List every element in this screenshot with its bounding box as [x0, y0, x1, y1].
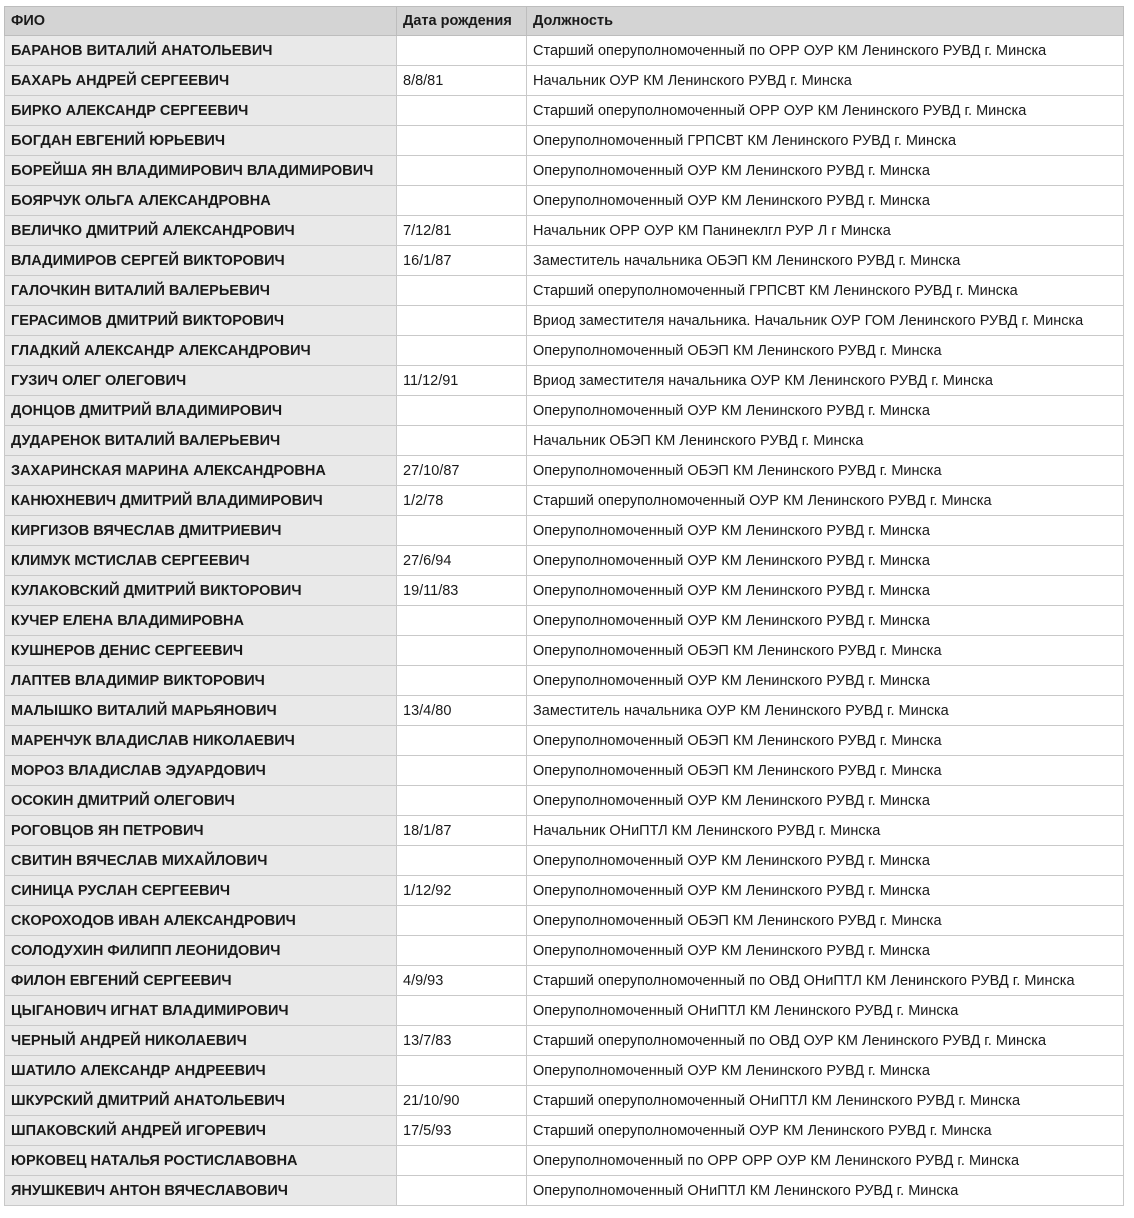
position-cell[interactable]: Заместитель начальника ОУР КМ Ленинского РУВД г. Минска	[527, 696, 1124, 726]
table-row	[5, 366, 1124, 396]
position-cell[interactable]: Оперуполномоченный ОУР КМ Ленинского РУВД г. Минска	[527, 936, 1124, 966]
birth-date-cell[interactable]: 13/7/83	[397, 1026, 527, 1056]
position-cell[interactable]: Оперуполномоченный ОУР КМ Ленинского РУВД г. Минска	[527, 516, 1124, 546]
name-cell[interactable]: БАРАНОВ ВИТАЛИЙ АНАТОЛЬЕВИЧ	[5, 36, 397, 66]
birth-date-cell[interactable]	[397, 786, 527, 816]
name-cell[interactable]: БИРКО АЛЕКСАНДР СЕРГЕЕВИЧ	[5, 96, 397, 126]
name-cell[interactable]: БОГДАН ЕВГЕНИЙ ЮРЬЕВИЧ	[5, 126, 397, 156]
name-cell[interactable]: СКОРОХОДОВ ИВАН АЛЕКСАНДРОВИЧ	[5, 906, 397, 936]
table-row	[5, 1176, 1124, 1206]
position-cell[interactable]: Старший оперуполномоченный ГРПСВТ КМ Ленинского РУВД г. Минска	[527, 276, 1124, 306]
name-cell[interactable]: ВЕЛИЧКО ДМИТРИЙ АЛЕКСАНДРОВИЧ	[5, 216, 397, 246]
birth-date-cell[interactable]	[397, 846, 527, 876]
table-body	[5, 36, 1124, 1206]
column-header-name[interactable]: ФИО	[5, 7, 397, 36]
position-cell[interactable]: Оперуполномоченный ОУР КМ Ленинского РУВД г. Минска	[527, 1056, 1124, 1086]
name-cell[interactable]: ШАТИЛО АЛЕКСАНДР АНДРЕЕВИЧ	[5, 1056, 397, 1086]
name-cell[interactable]: КУЛАКОВСКИЙ ДМИТРИЙ ВИКТОРОВИЧ	[5, 576, 397, 606]
name-cell[interactable]: ФИЛОН ЕВГЕНИЙ СЕРГЕЕВИЧ	[5, 966, 397, 996]
birth-date-cell[interactable]: 13/4/80	[397, 696, 527, 726]
position-cell[interactable]: Заместитель начальника ОБЭП КМ Ленинского РУВД г. Минска	[527, 246, 1124, 276]
table-row	[5, 396, 1124, 426]
position-cell[interactable]: Оперуполномоченный ОНиПТЛ КМ Ленинского РУВД г. Минска	[527, 1176, 1124, 1206]
name-cell[interactable]: ЛАПТЕВ ВЛАДИМИР ВИКТОРОВИЧ	[5, 666, 397, 696]
position-cell[interactable]: Оперуполномоченный ОБЭП КМ Ленинского РУВД г. Минска	[527, 456, 1124, 486]
name-cell[interactable]: КИРГИЗОВ ВЯЧЕСЛАВ ДМИТРИЕВИЧ	[5, 516, 397, 546]
name-cell[interactable]: КАНЮХНЕВИЧ ДМИТРИЙ ВЛАДИМИРОВИЧ	[5, 486, 397, 516]
birth-date-cell[interactable]	[397, 396, 527, 426]
birth-date-cell[interactable]	[397, 36, 527, 66]
table-row	[5, 1116, 1124, 1146]
birth-date-cell[interactable]: 1/12/92	[397, 876, 527, 906]
birth-date-cell[interactable]	[397, 606, 527, 636]
name-cell[interactable]: РОГОВЦОВ ЯН ПЕТРОВИЧ	[5, 816, 397, 846]
birth-date-cell[interactable]: 19/11/83	[397, 576, 527, 606]
birth-date-cell[interactable]	[397, 126, 527, 156]
position-cell[interactable]: Вриод заместителя начальника ОУР КМ Ленинского РУВД г. Минска	[527, 366, 1124, 396]
name-cell[interactable]: СВИТИН ВЯЧЕСЛАВ МИХАЙЛОВИЧ	[5, 846, 397, 876]
position-cell[interactable]: Оперуполномоченный ОУР КМ Ленинского РУВД г. Минска	[527, 666, 1124, 696]
table-row	[5, 786, 1124, 816]
table-row	[5, 246, 1124, 276]
birth-date-cell[interactable]: 4/9/93	[397, 966, 527, 996]
birth-date-cell[interactable]	[397, 276, 527, 306]
table-row	[5, 576, 1124, 606]
birth-date-cell[interactable]	[397, 426, 527, 456]
birth-date-cell[interactable]	[397, 186, 527, 216]
table-row	[5, 516, 1124, 546]
table-row	[5, 276, 1124, 306]
table-row	[5, 756, 1124, 786]
birth-date-cell[interactable]: 21/10/90	[397, 1086, 527, 1116]
name-cell[interactable]: ГАЛОЧКИН ВИТАЛИЙ ВАЛЕРЬЕВИЧ	[5, 276, 397, 306]
employee-table	[4, 6, 1124, 1206]
name-cell[interactable]: БОРЕЙША ЯН ВЛАДИМИРОВИЧ ВЛАДИМИРОВИЧ	[5, 156, 397, 186]
name-cell[interactable]: ВЛАДИМИРОВ СЕРГЕЙ ВИКТОРОВИЧ	[5, 246, 397, 276]
table-header	[5, 7, 1124, 36]
table-row	[5, 876, 1124, 906]
table-row	[5, 846, 1124, 876]
position-cell[interactable]: Оперуполномоченный ОУР КМ Ленинского РУВД г. Минска	[527, 396, 1124, 426]
name-cell[interactable]: МАЛЫШКО ВИТАЛИЙ МАРЬЯНОВИЧ	[5, 696, 397, 726]
table-row	[5, 216, 1124, 246]
name-cell[interactable]: КУШНЕРОВ ДЕНИС СЕРГЕЕВИЧ	[5, 636, 397, 666]
birth-date-cell[interactable]: 16/1/87	[397, 246, 527, 276]
birth-date-cell[interactable]	[397, 756, 527, 786]
table-row	[5, 606, 1124, 636]
birth-date-cell[interactable]	[397, 1146, 527, 1176]
position-cell[interactable]: Оперуполномоченный ОБЭП КМ Ленинского РУВД г. Минска	[527, 336, 1124, 366]
name-cell[interactable]: КУЧЕР ЕЛЕНА ВЛАДИМИРОВНА	[5, 606, 397, 636]
position-cell[interactable]: Старший оперуполномоченный ОРР ОУР КМ Ленинского РУВД г. Минска	[527, 96, 1124, 126]
birth-date-cell[interactable]	[397, 666, 527, 696]
table-row	[5, 36, 1124, 66]
name-cell[interactable]: ГЛАДКИЙ АЛЕКСАНДР АЛЕКСАНДРОВИЧ	[5, 336, 397, 366]
table-row	[5, 306, 1124, 336]
position-cell[interactable]: Оперуполномоченный ОБЭП КМ Ленинского РУВД г. Минска	[527, 756, 1124, 786]
table-row	[5, 486, 1124, 516]
name-cell[interactable]: ГЕРАСИМОВ ДМИТРИЙ ВИКТОРОВИЧ	[5, 306, 397, 336]
table-row	[5, 726, 1124, 756]
position-cell[interactable]: Оперуполномоченный ОБЭП КМ Ленинского РУВД г. Минска	[527, 726, 1124, 756]
position-cell[interactable]: Оперуполномоченный ГРПСВТ КМ Ленинского РУВД г. Минска	[527, 126, 1124, 156]
name-cell[interactable]: ЦЫГАНОВИЧ ИГНАТ ВЛАДИМИРОВИЧ	[5, 996, 397, 1026]
birth-date-cell[interactable]	[397, 726, 527, 756]
table-row	[5, 1086, 1124, 1116]
birth-date-cell[interactable]: 7/12/81	[397, 216, 527, 246]
birth-date-cell[interactable]	[397, 996, 527, 1026]
position-cell[interactable]: Старший оперуполномоченный ОУР КМ Ленинского РУВД г. Минска	[527, 486, 1124, 516]
table-row	[5, 816, 1124, 846]
position-cell[interactable]: Начальник ОРР ОУР КМ Панинеклгл РУР Л г Минска	[527, 216, 1124, 246]
name-cell[interactable]: ГУЗИЧ ОЛЕГ ОЛЕГОВИЧ	[5, 366, 397, 396]
name-cell[interactable]: ЗАХАРИНСКАЯ МАРИНА АЛЕКСАНДРОВНА	[5, 456, 397, 486]
table-row	[5, 1056, 1124, 1086]
position-cell[interactable]: Старший оперуполномоченный ОНиПТЛ КМ Ленинского РУВД г. Минска	[527, 1086, 1124, 1116]
name-cell[interactable]: ШПАКОВСКИЙ АНДРЕЙ ИГОРЕВИЧ	[5, 1116, 397, 1146]
table-row	[5, 666, 1124, 696]
name-cell[interactable]: ШКУРСКИЙ ДМИТРИЙ АНАТОЛЬЕВИЧ	[5, 1086, 397, 1116]
position-cell[interactable]: Оперуполномоченный ОБЭП КМ Ленинского РУВД г. Минска	[527, 636, 1124, 666]
name-cell[interactable]: СИНИЦА РУСЛАН СЕРГЕЕВИЧ	[5, 876, 397, 906]
position-cell[interactable]: Оперуполномоченный ОУР КМ Ленинского РУВД г. Минска	[527, 576, 1124, 606]
name-cell[interactable]: ЮРКОВЕЦ НАТАЛЬЯ РОСТИСЛАВОВНА	[5, 1146, 397, 1176]
position-cell[interactable]: Оперуполномоченный по ОРР ОРР ОУР КМ Ленинского РУВД г. Минска	[527, 1146, 1124, 1176]
table-row	[5, 336, 1124, 366]
position-cell[interactable]: Оперуполномоченный ОУР КМ Ленинского РУВД г. Минска	[527, 546, 1124, 576]
table-row	[5, 966, 1124, 996]
position-cell[interactable]: Старший оперуполномоченный ОУР КМ Ленинского РУВД г. Минска	[527, 1116, 1124, 1146]
table-row	[5, 456, 1124, 486]
position-cell[interactable]: Оперуполномоченный ОБЭП КМ Ленинского РУВД г. Минска	[527, 906, 1124, 936]
position-cell[interactable]: Начальник ОУР КМ Ленинского РУВД г. Минска	[527, 66, 1124, 96]
position-cell[interactable]: Начальник ОНиПТЛ КМ Ленинского РУВД г. Минска	[527, 816, 1124, 846]
position-cell[interactable]: Оперуполномоченный ОУР КМ Ленинского РУВД г. Минска	[527, 606, 1124, 636]
birth-date-cell[interactable]: 27/6/94	[397, 546, 527, 576]
table-row	[5, 186, 1124, 216]
birth-date-cell[interactable]	[397, 516, 527, 546]
name-cell[interactable]: ДОНЦОВ ДМИТРИЙ ВЛАДИМИРОВИЧ	[5, 396, 397, 426]
position-cell[interactable]: Старший оперуполномоченный по ОРР ОУР КМ Ленинского РУВД г. Минска	[527, 36, 1124, 66]
birth-date-cell[interactable]	[397, 96, 527, 126]
table-row	[5, 696, 1124, 726]
position-cell[interactable]: Оперуполномоченный ОУР КМ Ленинского РУВД г. Минска	[527, 186, 1124, 216]
position-cell[interactable]: Старший оперуполномоченный по ОВД ОНиПТЛ КМ Ленинского РУВД г. Минска	[527, 966, 1124, 996]
birth-date-cell[interactable]	[397, 306, 527, 336]
table-row	[5, 906, 1124, 936]
name-cell[interactable]: МАРЕНЧУК ВЛАДИСЛАВ НИКОЛАЕВИЧ	[5, 726, 397, 756]
table-row	[5, 936, 1124, 966]
birth-date-cell[interactable]	[397, 1056, 527, 1086]
name-cell[interactable]: ЯНУШКЕВИЧ АНТОН ВЯЧЕСЛАВОВИЧ	[5, 1176, 397, 1206]
name-cell[interactable]: МОРОЗ ВЛАДИСЛАВ ЭДУАРДОВИЧ	[5, 756, 397, 786]
table-row	[5, 156, 1124, 186]
birth-date-cell[interactable]: 11/12/91	[397, 366, 527, 396]
position-cell[interactable]: Оперуполномоченный ОУР КМ Ленинского РУВД г. Минска	[527, 846, 1124, 876]
table-row	[5, 1026, 1124, 1056]
column-header-birth-date[interactable]: Дата рождения	[397, 7, 527, 36]
birth-date-cell[interactable]: 1/2/78	[397, 486, 527, 516]
position-cell[interactable]: Оперуполномоченный ОНиПТЛ КМ Ленинского РУВД г. Минска	[527, 996, 1124, 1026]
name-cell[interactable]: СОЛОДУХИН ФИЛИПП ЛЕОНИДОВИЧ	[5, 936, 397, 966]
birth-date-cell[interactable]	[397, 936, 527, 966]
name-cell[interactable]: ОСОКИН ДМИТРИЙ ОЛЕГОВИЧ	[5, 786, 397, 816]
birth-date-cell[interactable]	[397, 906, 527, 936]
name-cell[interactable]: ДУДАРЕНОК ВИТАЛИЙ ВАЛЕРЬЕВИЧ	[5, 426, 397, 456]
birth-date-cell[interactable]	[397, 336, 527, 366]
table-row	[5, 546, 1124, 576]
birth-date-cell[interactable]	[397, 1176, 527, 1206]
table-row	[5, 66, 1124, 96]
birth-date-cell[interactable]: 18/1/87	[397, 816, 527, 846]
table-row	[5, 426, 1124, 456]
position-cell[interactable]: Вриод заместителя начальника. Начальник ОУР ГОМ Ленинского РУВД г. Минска	[527, 306, 1124, 336]
spreadsheet	[4, 6, 1124, 1206]
position-cell[interactable]: Оперуполномоченный ОУР КМ Ленинского РУВД г. Минска	[527, 156, 1124, 186]
position-cell[interactable]: Начальник ОБЭП КМ Ленинского РУВД г. Минска	[527, 426, 1124, 456]
table-row	[5, 996, 1124, 1026]
table-row	[5, 1146, 1124, 1176]
birth-date-cell[interactable]: 27/10/87	[397, 456, 527, 486]
position-cell[interactable]: Оперуполномоченный ОУР КМ Ленинского РУВД г. Минска	[527, 876, 1124, 906]
column-header-position[interactable]: Должность	[527, 7, 1124, 36]
name-cell[interactable]: ЧЕРНЫЙ АНДРЕЙ НИКОЛАЕВИЧ	[5, 1026, 397, 1056]
table-row	[5, 96, 1124, 126]
table-row	[5, 126, 1124, 156]
name-cell[interactable]: КЛИМУК МСТИСЛАВ СЕРГЕЕВИЧ	[5, 546, 397, 576]
table-row	[5, 636, 1124, 666]
name-cell[interactable]: БАХАРЬ АНДРЕЙ СЕРГЕЕВИЧ	[5, 66, 397, 96]
header-row	[5, 7, 1124, 36]
birth-date-cell[interactable]	[397, 636, 527, 666]
position-cell[interactable]: Старший оперуполномоченный по ОВД ОУР КМ Ленинского РУВД г. Минска	[527, 1026, 1124, 1056]
birth-date-cell[interactable]	[397, 156, 527, 186]
birth-date-cell[interactable]: 8/8/81	[397, 66, 527, 96]
birth-date-cell[interactable]: 17/5/93	[397, 1116, 527, 1146]
name-cell[interactable]: БОЯРЧУК ОЛЬГА АЛЕКСАНДРОВНА	[5, 186, 397, 216]
position-cell[interactable]: Оперуполномоченный ОУР КМ Ленинского РУВД г. Минска	[527, 786, 1124, 816]
